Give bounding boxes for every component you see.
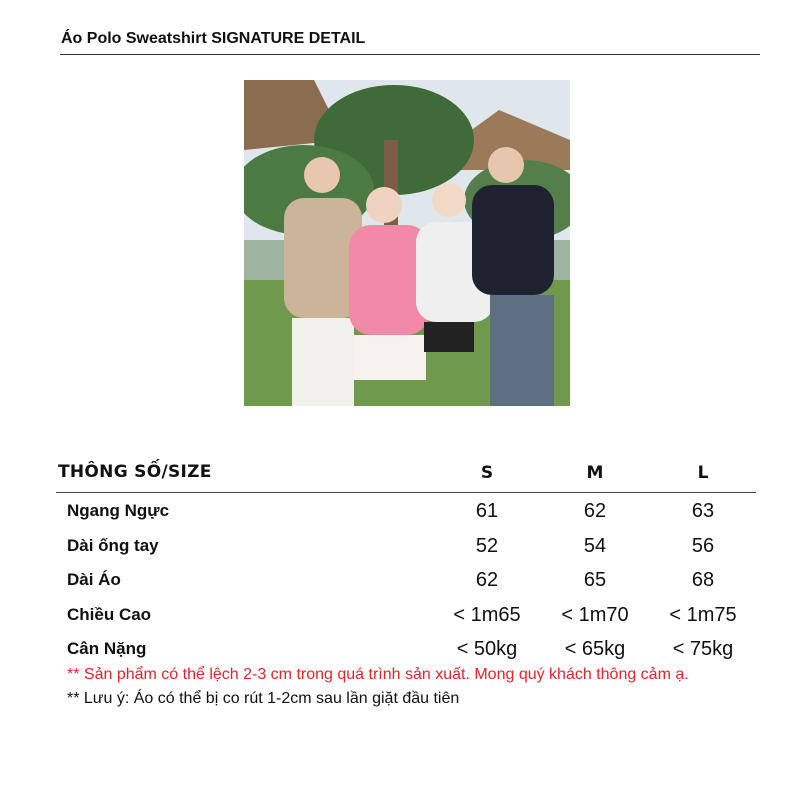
table-row (56, 562, 756, 597)
size-table-header (56, 458, 756, 493)
cell-value: < 1m75 (669, 603, 737, 626)
cell-value: < 65kg (564, 638, 626, 660)
table-row (56, 493, 756, 528)
title-divider (60, 54, 760, 55)
cell-value: 65 (583, 569, 607, 591)
production-variance-note: ** Sản phẩm có thể lệch 2-3 cm trong quá trình sản xuất. Mong quý khách thông cảm ạ. (67, 666, 689, 683)
cell-value: < 1m65 (453, 603, 521, 626)
size-col-l: L (697, 463, 709, 483)
cell-value: 61 (475, 500, 499, 522)
page-title: Áo Polo Sweatshirt SIGNATURE DETAIL (61, 30, 366, 47)
row-label-chest: Ngang Ngực (67, 501, 170, 520)
table-row (56, 528, 756, 563)
cell-value: 62 (475, 569, 499, 591)
cell-value: 63 (691, 500, 715, 522)
row-label-height: Chiều Cao (67, 604, 152, 624)
table-row (56, 597, 756, 632)
table-row (56, 631, 756, 666)
size-col-m: M (586, 463, 604, 483)
size-col-s: S (480, 463, 494, 483)
shrinkage-note: ** Lưu ý: Áo có thể bị co rút 1-2cm sau lần giặt đầu tiên (67, 690, 460, 707)
cell-value: 54 (583, 534, 607, 557)
product-photo (244, 80, 570, 406)
size-table-title: THÔNG SỐ/SIZE (58, 462, 212, 482)
cell-value: 56 (691, 534, 715, 557)
cell-value: < 50kg (456, 638, 518, 660)
cell-value: 68 (691, 569, 715, 591)
cell-value: 62 (583, 500, 607, 522)
cell-value: < 75kg (672, 638, 734, 660)
cell-value: 52 (475, 534, 499, 557)
size-table (56, 458, 756, 666)
cell-value: < 1m70 (561, 603, 629, 626)
row-label-length: Dài Áo (67, 570, 121, 589)
row-label-weight: Cân Nặng (67, 639, 147, 658)
row-label-sleeve: Dài ống tay (67, 535, 159, 555)
